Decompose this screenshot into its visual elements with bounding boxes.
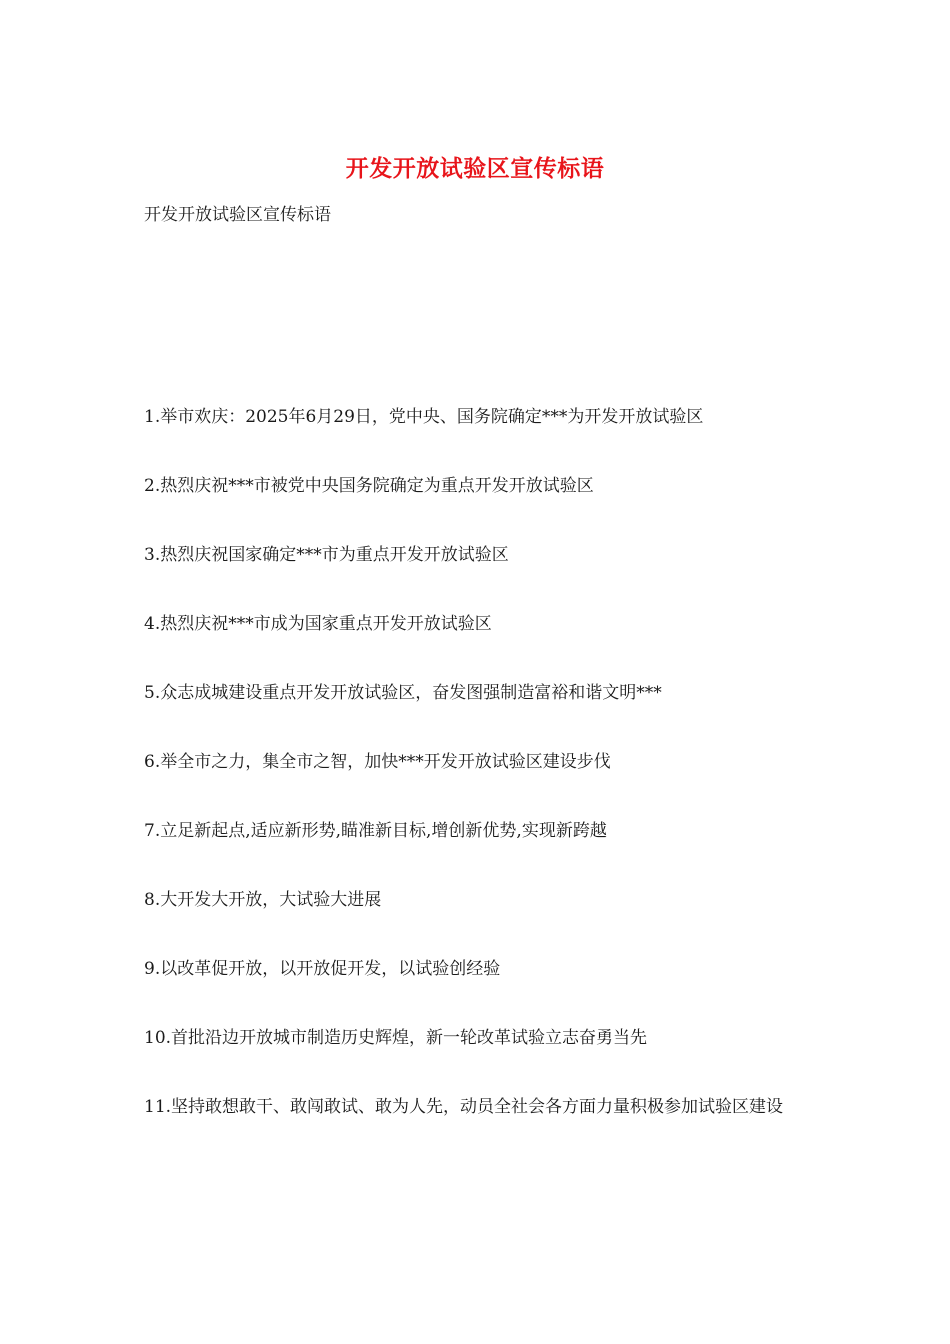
- slogan-item-10: 10.首批沿边开放城市制造历史辉煌，新一轮改革试验立志奋勇当先: [144, 1028, 648, 1048]
- slogan-item-6: 6.举全市之力，集全市之智，加快***开发开放试验区建设步伐: [144, 752, 611, 772]
- page-subtitle: 开发开放试验区宣传标语: [144, 205, 331, 225]
- page-title: 开发开放试验区宣传标语: [345, 155, 605, 182]
- slogan-list: [144, 402, 824, 1161]
- slogan-item-5: 5.众志成城建设重点开发开放试验区，奋发图强制造富裕和谐文明***: [144, 683, 662, 703]
- slogan-item-1: 1.举市欢庆：2025年6月29日，党中央、国务院确定***为开发开放试验区: [144, 407, 704, 427]
- slogan-item-3: 3.热烈庆祝国家确定***市为重点开发开放试验区: [144, 545, 509, 565]
- slogan-item-4: 4.热烈庆祝***市成为国家重点开发开放试验区: [144, 614, 492, 634]
- slogan-item-2: 2.热烈庆祝***市被党中央国务院确定为重点开发开放试验区: [144, 476, 594, 496]
- slogan-item-9: 9.以改革促开放，以开放促开发，以试验创经验: [144, 959, 501, 979]
- slogan-item-11: 11.坚持敢想敢干、敢闯敢试、敢为人先，动员全社会各方面力量积极参加试验区建设: [144, 1097, 784, 1117]
- slogan-item-8: 8.大开发大开放，大试验大进展: [144, 890, 382, 910]
- slogan-item-7: 7.立足新起点,适应新形势,瞄准新目标,增创新优势,实现新跨越: [144, 821, 607, 841]
